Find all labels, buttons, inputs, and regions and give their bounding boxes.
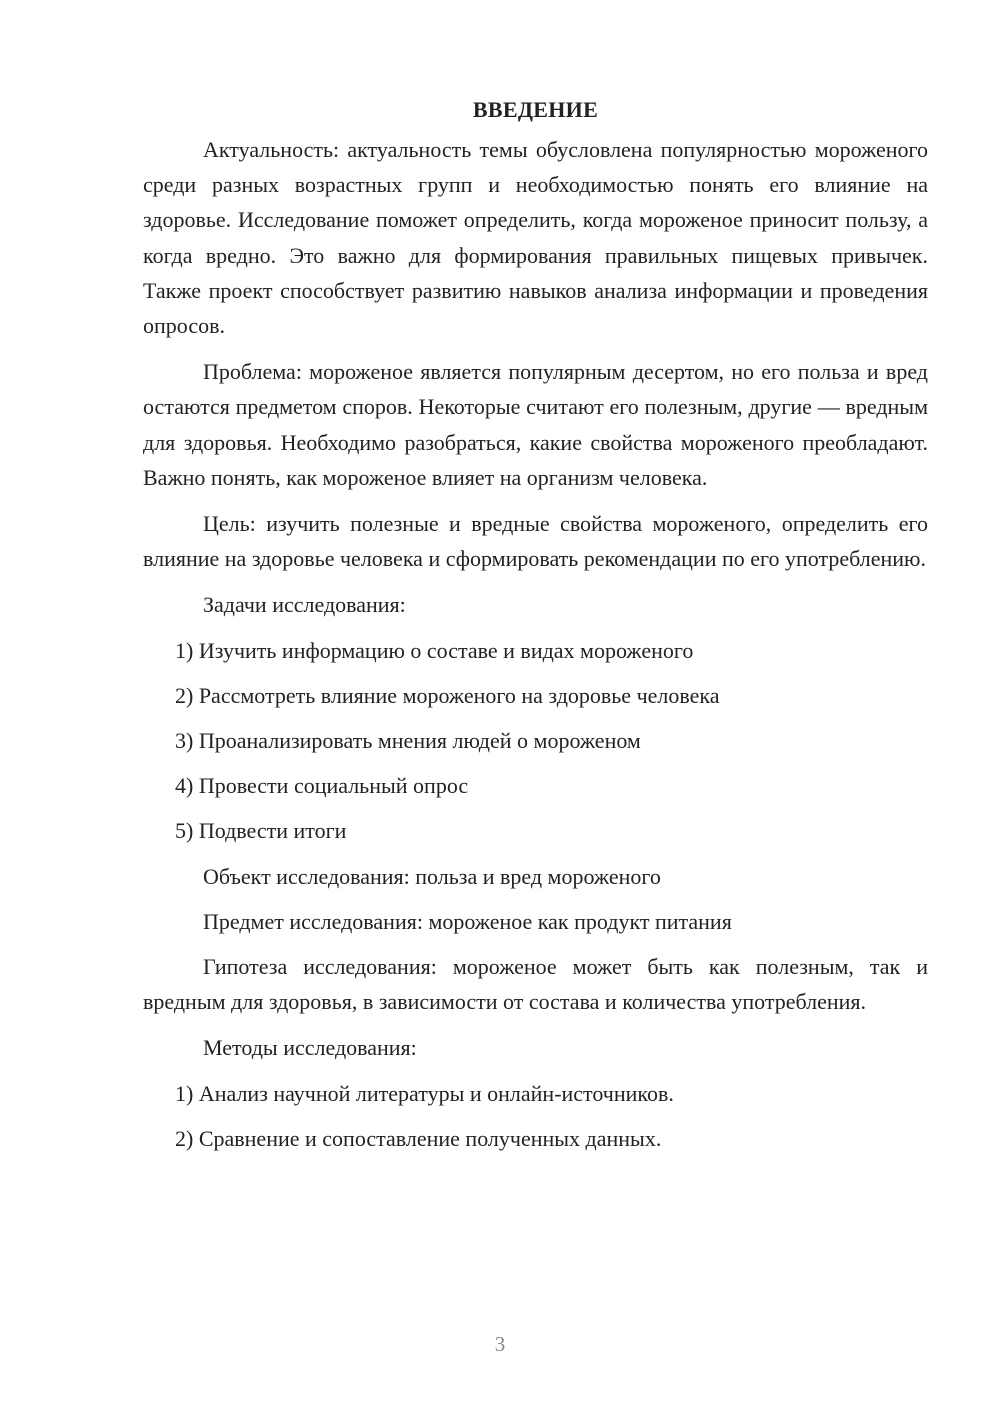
problem-paragraph: Проблема: мороженое является популярным десертом, но его польза и вред остаются предметом споров. Некоторые считают его полезным, другие — вредным для здоровья. Необходимо разобраться, какие свойства мороженого преобладают. Важно понять, как мороженое влияет на организм человека. xyxy=(143,359,928,490)
tasks-heading: Задачи исследования: xyxy=(203,592,406,618)
list-item: 1) Изучить информацию о составе и видах мороженого xyxy=(175,637,694,663)
tasks-list xyxy=(143,633,928,849)
page-number: 3 xyxy=(494,1332,506,1356)
relevance-paragraph: Актуальность: актуальность темы обусловлена популярностью мороженого среди разных возрастных групп и необходимостью понять его влияние на здоровье. Исследование поможет определить, когда мороженое приносит пользу, а когда вредно. Это важно для формирования правильных пищевых привычек. Также проект способствует развитию навыков анализа информации и проведения опросов. xyxy=(143,137,928,339)
section-title: ВВЕДЕНИЕ xyxy=(472,97,599,122)
list-item: 3) Проанализировать мнения людей о мороженом xyxy=(175,728,641,754)
list-item: 4) Провести социальный опрос xyxy=(175,773,469,799)
list-item: 2) Рассмотреть влияние мороженого на здоровье человека xyxy=(175,682,720,708)
methods-list xyxy=(143,1076,928,1156)
list-item: 2) Сравнение и сопоставление полученных данных. xyxy=(175,1125,662,1151)
hypothesis-paragraph: Гипотеза исследования: мороженое может быть как полезным, так и вредным для здоровья, в зависимости от состава и количества употребления. xyxy=(143,954,928,1015)
list-item: 5) Подвести итоги xyxy=(175,818,347,844)
object-paragraph: Объект исследования: польза и вред мороженого xyxy=(203,863,661,889)
subject-paragraph: Предмет исследования: мороженое как продукт питания xyxy=(203,908,732,934)
list-item: 1) Анализ научной литературы и онлайн-источников. xyxy=(175,1080,674,1106)
document-page xyxy=(143,92,928,1166)
methods-heading: Методы исследования: xyxy=(203,1035,417,1061)
goal-paragraph: Цель: изучить полезные и вредные свойства мороженого, определить его влияние на здоровье человека и сформировать рекомендации по его употреблению. xyxy=(143,511,928,572)
